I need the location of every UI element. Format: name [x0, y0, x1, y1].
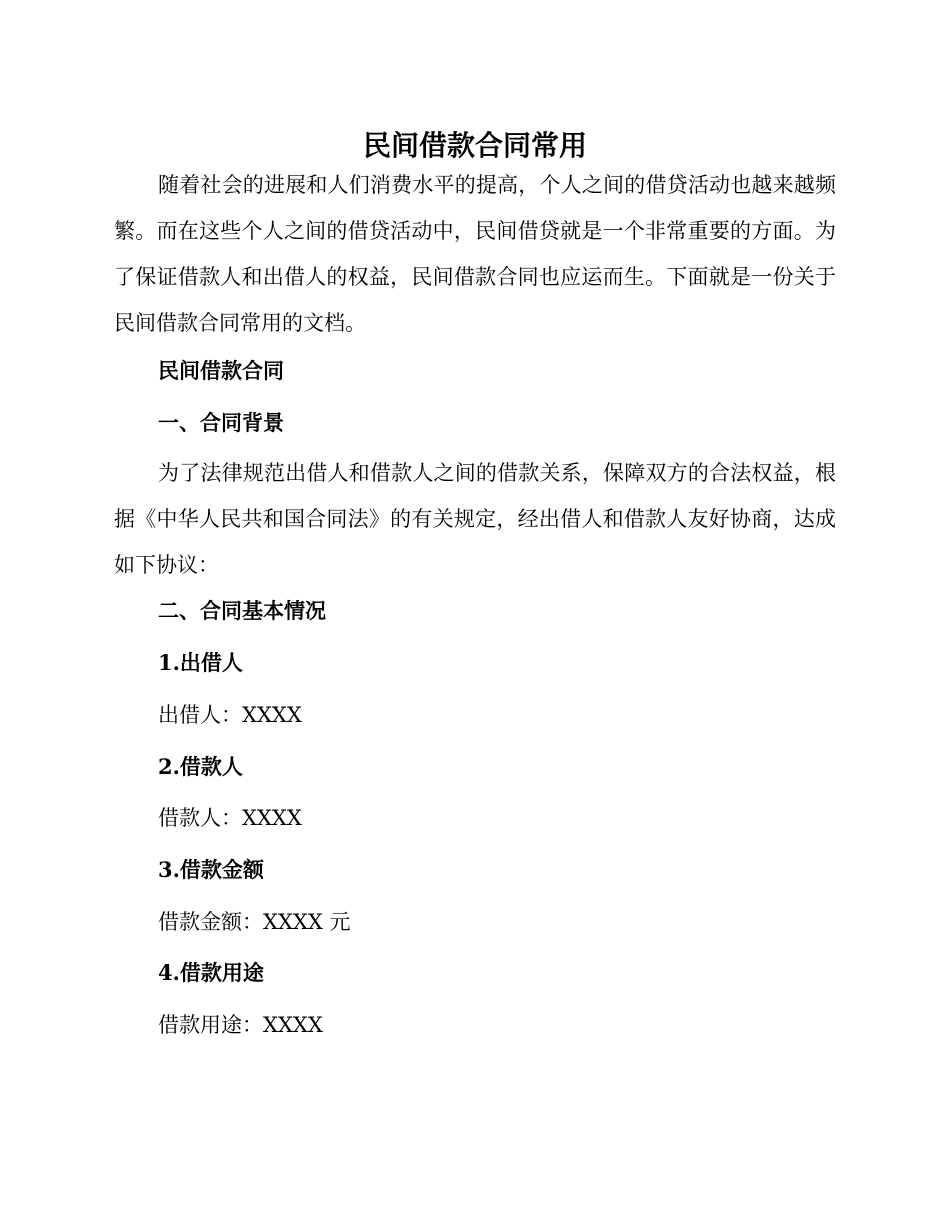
item-amount-text: 借款金额：XXXX 元 [158, 910, 351, 934]
contract-heading: 民间借款合同 [158, 358, 284, 383]
item-lender-heading: 1.出借人 [158, 650, 243, 675]
intro-paragraph: 随着社会的进展和人们消费水平的提高，个人之间的借贷活动也越来越频繁。而在这些个人之间的借贷活动中，民间借贷就是一个非常重要的方面。为了保证借款人和出借人的权益，民间借款合同也应运而生。下面就是一份关于民间借款合同常用的文档。 [114, 173, 836, 335]
item-lender-text: 出借人：XXXX [158, 703, 302, 727]
item-purpose-text: 借款用途：XXXX [158, 1013, 323, 1037]
item-amount-heading: 3.借款金额 [158, 857, 264, 882]
section1-body: 为了法律规范出借人和借款人之间的借款关系，保障双方的合法权益，根据《中华人民共和国合同法》的有关规定，经出借人和借款人友好协商，达成如下协议： [114, 461, 836, 577]
item-purpose-heading: 4.借款用途 [158, 960, 264, 985]
section2-heading: 二、合同基本情况 [158, 598, 326, 623]
item-borrower-heading: 2.借款人 [158, 754, 243, 779]
item-borrower-text: 借款人：XXXX [158, 806, 302, 830]
section1-heading: 一、合同背景 [158, 410, 284, 435]
document-title: 民间借款合同常用 [362, 129, 587, 162]
